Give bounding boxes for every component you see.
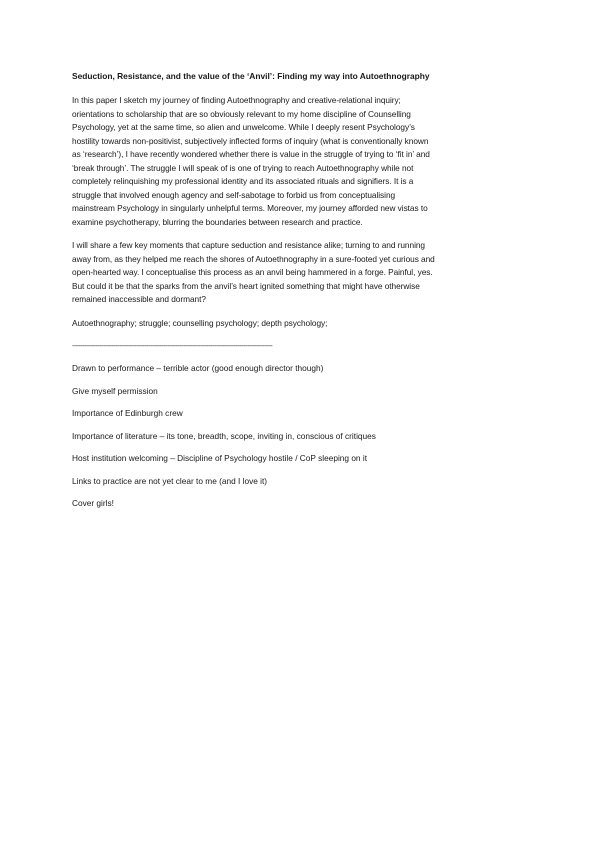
note-item: Give myself permission (72, 385, 158, 396)
text-line: In this paper I sketch my journey of finding Autoethnography and creative-relational inquiry; (72, 95, 401, 105)
separator-line: ------------------------------------------------------------------------------------------------- (72, 341, 273, 350)
text-line: open-hearted way. I conceptualise this process as an anvil being hammered in a forge. Painful, yes. (72, 267, 433, 277)
document-page (72, 70, 532, 520)
text-line: struggle that involved enough agency and self-sabotage to forbid us from conceptualising (72, 189, 396, 200)
note-item: Cover girls! (72, 498, 114, 508)
keywords (72, 317, 532, 331)
text-line: ‘break through’. The struggle I will speak of is one of trying to reach Autoethnography while not (72, 162, 414, 173)
note-item: Drawn to performance – terrible actor (good enough director though) (72, 363, 324, 373)
abstract-paragraph-2 (72, 239, 532, 307)
note-item: Importance of Edinburgh crew (72, 408, 183, 418)
note-item: Links to practice are not yet clear to me (and I love it) (72, 475, 268, 486)
abstract-paragraph-1 (72, 94, 532, 229)
text-line: mainstream Psychology in singularly unhelpful terms. Moreover, my journey afforded new vistas to (72, 203, 428, 213)
text-line: completely relinquishing my professional identity and its associated rituals and signifiers. It is a (72, 176, 414, 186)
text-line: But could it be that the sparks from the anvil’s heart ignited something that might have otherwise (72, 280, 420, 291)
text-line: remained inaccessible and dormant? (72, 294, 206, 304)
text-line: away from, as they helped me reach the shores of Autoethnography in a sure-footed yet curious and (72, 253, 435, 264)
text-line: I will share a few key moments that capture seduction and resistance alike; turning to and running (72, 240, 425, 250)
document-title: Seduction, Resistance, and the value of the ‘Anvil’: Finding my way into Autoethnography (72, 71, 430, 81)
text-line: hostility towards non-positivist, subjectively inflected forms of inquiry (what is conventionally known (72, 135, 429, 146)
note-item: Host institution welcoming – Discipline of Psychology hostile / CoP sleeping on it (72, 453, 367, 463)
text-line: orientations to scholarship that are so obviously relevant to my home discipline of Counselling (72, 108, 411, 119)
text-line: Psychology, yet at the same time, so alien and unwelcome. While I deeply resent Psychology’s (72, 122, 415, 132)
keywords-text: Autoethnography; struggle; counselling psychology; depth psychology; (72, 317, 328, 328)
note-item: Importance of literature – its tone, breadth, scope, inviting in, conscious of critiques (72, 430, 376, 441)
text-line: as ‘research’), I have recently wondered whether there is value in the struggle of trying to ‘fit in’ and (72, 149, 430, 159)
text-line: examine psychotherapy, blurring the boundaries between research and practice. (72, 216, 363, 227)
